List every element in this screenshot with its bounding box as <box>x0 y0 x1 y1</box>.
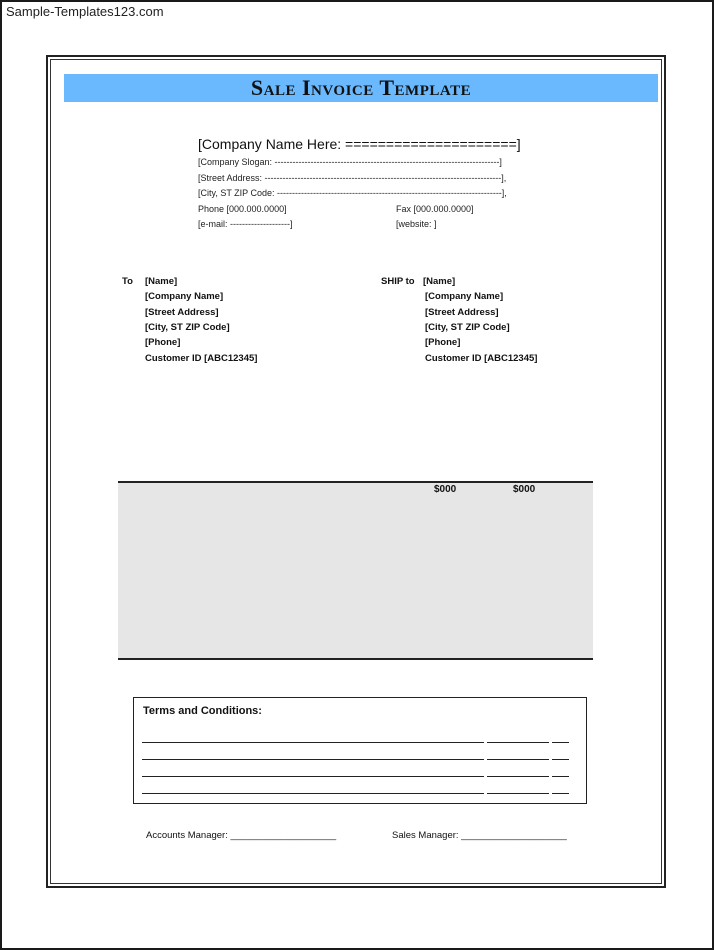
company-website: [website: ] <box>396 219 437 229</box>
terms-line <box>552 776 569 777</box>
company-slogan: [Company Slogan: ---------------------------------------------------------------------------] <box>198 157 502 167</box>
company-fax: Fax [000.000.0000] <box>396 204 474 214</box>
terms-line <box>142 759 484 760</box>
company-phone: Phone [000.000.0000] <box>198 204 287 214</box>
bill-to-name: [Name] <box>145 276 178 287</box>
company-email: [e-mail: --------------------] <box>198 219 293 229</box>
terms-line <box>552 759 569 760</box>
terms-line <box>552 742 569 743</box>
document-title: Sale Invoice Template <box>250 75 472 100</box>
company-city: [City, ST ZIP Code: ---------------------------------------------------------------------------], <box>198 188 507 198</box>
bill-to-phone: [Phone] <box>145 337 181 348</box>
terms-line <box>487 793 549 794</box>
bill-to-company: [Company Name] <box>145 291 224 302</box>
bill-to-customer-id: Customer ID [ABC12345] <box>145 353 258 364</box>
terms-title: Terms and Conditions: <box>143 705 262 717</box>
company-street: [Street Address: -------------------------------------------------------------------------------], <box>198 173 507 183</box>
ship-to-city: [City, ST ZIP Code] <box>425 322 510 333</box>
terms-line <box>487 742 549 743</box>
terms-line <box>487 759 549 760</box>
watermark-text: Sample-Templates123.com <box>6 4 164 19</box>
bill-to-city: [City, ST ZIP Code] <box>145 322 230 333</box>
company-name: [Company Name Here: =====================] <box>198 136 521 152</box>
terms-line <box>142 742 484 743</box>
amount-cell-2: $000 <box>513 484 536 495</box>
terms-line <box>552 793 569 794</box>
terms-line <box>142 793 484 794</box>
line-items-table <box>118 481 593 660</box>
ship-to-company: [Company Name] <box>425 291 504 302</box>
ship-to-name: [Name] <box>423 276 456 287</box>
bill-to-street: [Street Address] <box>145 307 219 318</box>
bill-to-label: To <box>122 276 133 287</box>
terms-line <box>487 776 549 777</box>
sales-manager-signature: Sales Manager: ____________________ <box>392 830 567 841</box>
terms-line <box>142 776 484 777</box>
ship-to-customer-id: Customer ID [ABC12345] <box>425 353 538 364</box>
ship-to-phone: [Phone] <box>425 337 461 348</box>
ship-to-street: [Street Address] <box>425 307 499 318</box>
ship-to-label: SHIP to <box>381 276 415 287</box>
title-banner <box>64 74 658 102</box>
amount-cell-1: $000 <box>434 484 457 495</box>
accounts-manager-signature: Accounts Manager: ____________________ <box>146 830 337 841</box>
